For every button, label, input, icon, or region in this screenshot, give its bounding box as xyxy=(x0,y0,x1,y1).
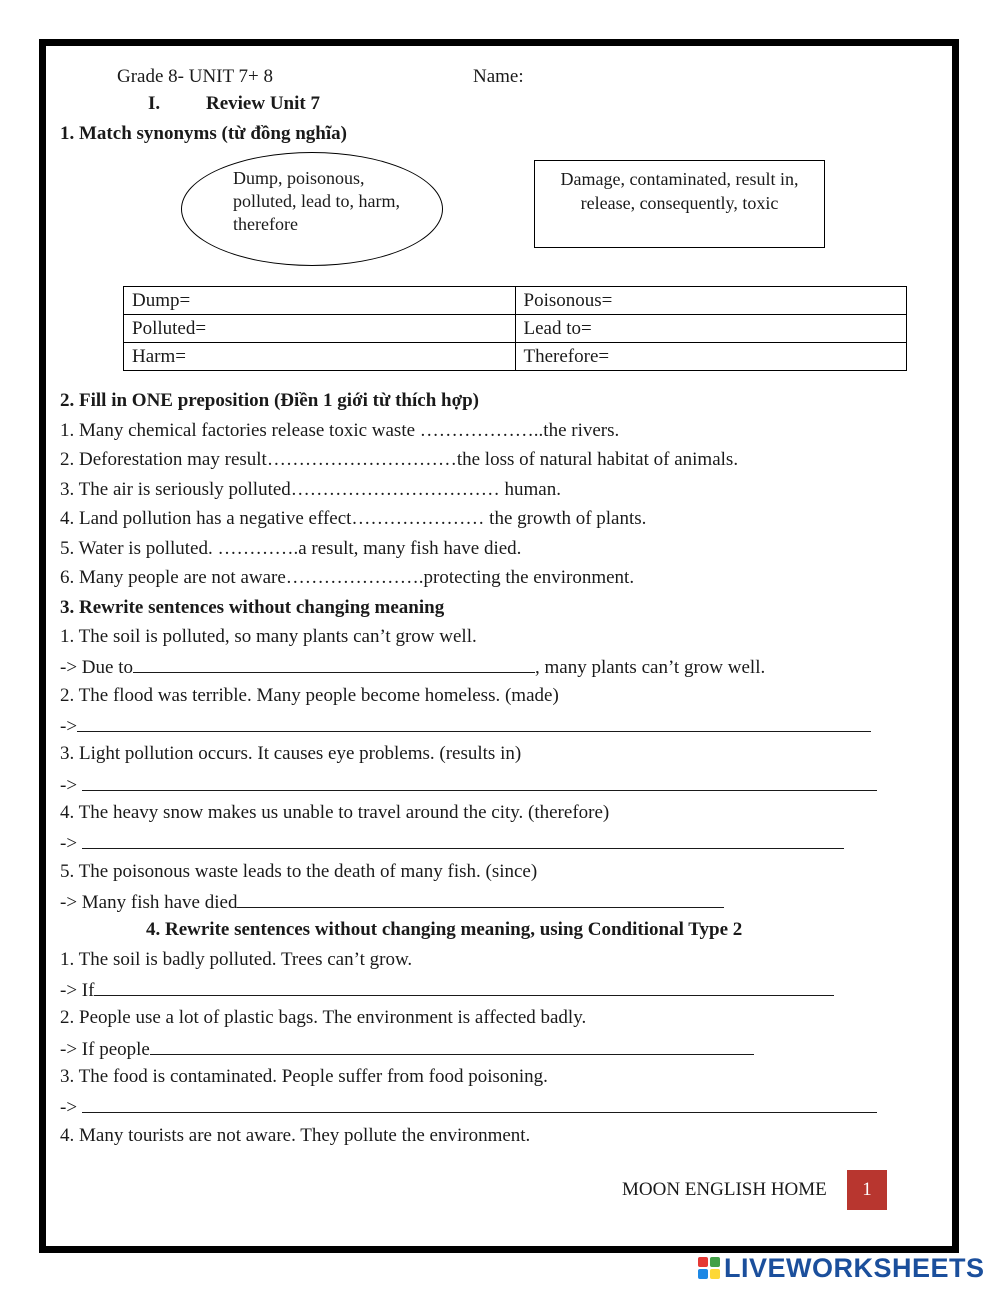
exercise-3-title: 3. Rewrite sentences without changing meaning xyxy=(60,597,445,618)
fill-item-2[interactable]: 2. Deforestation may result…………………………the loss of natural habitat of animals. xyxy=(60,449,739,470)
page-number: 1 xyxy=(847,1170,887,1210)
answer-blank[interactable] xyxy=(82,773,877,791)
answer-prefix: -> xyxy=(60,716,78,737)
answer-prefix: -> If xyxy=(60,980,95,1001)
answer-blank[interactable] xyxy=(237,890,724,908)
rewrite-answer-4 xyxy=(60,831,844,855)
synonym-box xyxy=(534,160,825,248)
answer-blank[interactable] xyxy=(150,1037,754,1055)
conditional-question-1: 1. The soil is badly polluted. Trees can’t grow. xyxy=(60,949,413,970)
conditional-question-4: 4. Many tourists are not aware. They pollute the environment. xyxy=(60,1125,531,1146)
table-cell[interactable]: Therefore= xyxy=(515,343,907,371)
name-label: Name: xyxy=(473,66,524,87)
rewrite-answer-2 xyxy=(60,714,871,738)
conditional-answer-1 xyxy=(60,978,834,1002)
conditional-question-3: 3. The food is contaminated. People suffer from food poisoning. xyxy=(60,1066,548,1087)
answer-blank[interactable] xyxy=(133,655,535,673)
grade-unit-label: Grade 8- UNIT 7+ 8 xyxy=(117,66,273,87)
rewrite-question-1: 1. The soil is polluted, so many plants can’t grow well. xyxy=(60,626,477,647)
fill-item-3[interactable]: 3. The air is seriously polluted…………………………… human. xyxy=(60,479,561,500)
exercise-4-title: 4. Rewrite sentences without changing meaning, using Conditional Type 2 xyxy=(146,919,743,940)
answer-prefix: -> xyxy=(60,1097,78,1118)
table-row xyxy=(124,287,907,315)
rewrite-answer-3 xyxy=(60,773,877,797)
table-cell[interactable]: Polluted= xyxy=(124,315,516,343)
answer-blank[interactable] xyxy=(82,831,844,849)
section-title: Review Unit 7 xyxy=(206,93,320,114)
ellipse-words: Dump, poisonous, polluted, lead to, harm, therefore xyxy=(233,168,400,234)
table-cell[interactable]: Lead to= xyxy=(515,315,907,343)
conditional-answer-3 xyxy=(60,1095,877,1119)
rewrite-answer-5 xyxy=(60,890,724,914)
fill-item-5[interactable]: 5. Water is polluted. ………….a result, many fish have died. xyxy=(60,538,522,559)
footer-brand: MOON ENGLISH HOME xyxy=(622,1179,827,1200)
word-ellipse xyxy=(181,152,443,266)
answer-prefix: -> Many fish have died xyxy=(60,892,238,913)
exercise-1-title: 1. Match synonyms (từ đồng nghĩa) xyxy=(60,123,347,144)
table-row xyxy=(124,343,907,371)
answer-prefix: -> xyxy=(60,775,78,796)
section-number: I. xyxy=(148,93,161,114)
liveworksheets-watermark xyxy=(698,1252,985,1284)
synonym-words: Damage, contaminated, result in, release, consequently, toxic xyxy=(560,169,799,213)
table-cell[interactable]: Poisonous= xyxy=(515,287,907,315)
fill-item-6[interactable]: 6. Many people are not aware………………….protecting the environment. xyxy=(60,567,635,588)
rewrite-question-2: 2. The flood was terrible. Many people become homeless. (made) xyxy=(60,685,559,706)
rewrite-question-4: 4. The heavy snow makes us unable to travel around the city. (therefore) xyxy=(60,802,610,823)
answer-prefix: -> xyxy=(60,833,78,854)
liveworksheets-logo-icon xyxy=(698,1257,720,1279)
worksheet-page xyxy=(39,39,959,1253)
answer-blank[interactable] xyxy=(82,1095,877,1113)
conditional-question-2: 2. People use a lot of plastic bags. The environment is affected badly. xyxy=(60,1007,587,1028)
conditional-answer-2 xyxy=(60,1037,754,1061)
answer-blank[interactable] xyxy=(77,714,871,732)
fill-item-1[interactable]: 1. Many chemical factories release toxic waste ………………..the rivers. xyxy=(60,420,620,441)
table-cell[interactable]: Dump= xyxy=(124,287,516,315)
synonym-table xyxy=(123,286,907,371)
rewrite-question-3: 3. Light pollution occurs. It causes eye problems. (results in) xyxy=(60,743,522,764)
table-cell[interactable]: Harm= xyxy=(124,343,516,371)
fill-item-4[interactable]: 4. Land pollution has a negative effect………………… the growth of plants. xyxy=(60,508,647,529)
answer-blank[interactable] xyxy=(94,978,834,996)
rewrite-answer-1 xyxy=(60,655,765,679)
watermark-text: LIVEWORKSHEETS xyxy=(724,1252,985,1283)
table-row xyxy=(124,315,907,343)
answer-prefix: -> If people xyxy=(60,1039,150,1060)
answer-suffix: , many plants can’t grow well. xyxy=(534,657,766,678)
answer-prefix: -> Due to xyxy=(60,657,133,678)
exercise-2-title: 2. Fill in ONE preposition (Điền 1 giới từ thích hợp) xyxy=(60,390,480,411)
rewrite-question-5: 5. The poisonous waste leads to the death of many fish. (since) xyxy=(60,861,538,882)
